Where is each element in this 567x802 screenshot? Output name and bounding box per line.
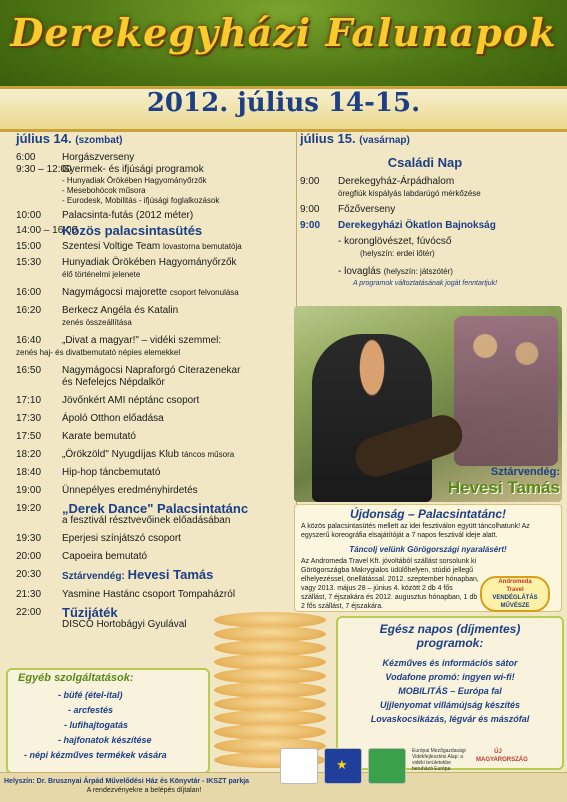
star-guest-label: Sztárvendég: [490,466,560,478]
news-dance-line: Táncolj velünk Görögországi nyaralásért! [349,545,507,554]
event-time: 16:20 [16,305,42,316]
page-title: Derekegyházi Falunapok [10,10,557,55]
services-item: - hajfonatok készítése [58,735,152,745]
eu-flag-logo [324,748,362,784]
star-guest-name: Hevesi Tamás [447,478,560,497]
schedule-row [16,533,291,545]
event-time: 17:30 [16,413,42,424]
schedule-row [16,365,291,377]
footer-location: Helyszín: Dr. Brusznyai Árpád Művelődési Ház és Könyvtár - IKSZT parkja [4,778,250,785]
event-title: Derekegyházi Ökatlon Bajnokság [338,220,496,231]
event-extra: (helyszín: játszótér) [383,267,453,276]
schedule-subitem [16,186,291,196]
schedule-row [16,395,291,407]
news-text-2: Az Andromeda Travel Kft. jóvoltából szállást sorsolunk ki Görögországba Makrygialos üdülőhelyen, stúdió jellegű elhelyezéssel, önellátással. 2012. szeptember hónapban, vagy 2013. május 28 – június 4. között 2 db 4 fős szállást, 7 éjszakára és 2012. augusztus hónapban, 1 db 2 fős szállást, 7 éjszakára. [301,558,479,610]
event-title: Nagymágocsi Napraforgó Citerazenekar [62,365,241,376]
allday-item: Ujjlenyomat villámújság készítés [379,700,521,710]
event-time: 19:00 [16,485,42,496]
schedule-subitem [300,248,550,260]
schedule-row [16,164,291,176]
logo-line: VENDÉGLÁTÁS MŰVÉSZE [492,595,538,609]
services-item: - büfé (étel-ital) [58,690,123,700]
event-time: 17:10 [16,395,42,406]
event-title: DISCO Hortobágyi Gyulával [62,619,187,630]
event-title: Horgászverseny [62,152,135,163]
event-title: Yasmine Hastánc csoport Tompaházról [62,589,236,600]
schedule-subitem [16,347,291,359]
event-title: Eperjesi színjátszó csoport [62,533,181,544]
schedule-row [300,236,550,248]
event-subtitle: - Mesebohócok műsora [62,186,146,195]
allday-programs-box [336,616,564,770]
schedule-subitem [16,377,291,389]
event-subtitle: öregfiúk kispályás labdarúgó mérkőzése [338,189,481,198]
schedule-subitem [16,269,291,281]
day2-schedule [300,155,550,287]
schedule-row [16,467,291,479]
event-title: „Derek Dance" Palacsintatánc [62,501,249,516]
allday-item: Lovaskocsikázás, légvár és mászófal [370,714,530,724]
event-title: Gyermek- és ifjúsági programok [62,164,204,175]
event-title: Közös palacsintasütés [62,223,203,238]
event-time: 19:30 [16,533,42,544]
leader-logo [368,748,406,784]
event-subtitle: a fesztivál résztvevőinek előadásában [62,515,231,526]
schedule-row [16,431,291,443]
event-title: Tűzijáték [62,605,118,620]
schedule-row [16,551,291,563]
allday-item: Vodafone promó: ingyen wi-fi! [385,672,515,682]
logo-line: Andromeda [498,579,532,585]
event-title: Hip-hop táncbemutató [62,467,161,478]
services-item: - népi kézműves termékek vására [24,750,167,760]
news-text-1: A közös palacsintasütés mellett az idei fesztiválon együtt táncolhatunk! Az egyszerű koreográfia elsajátítóját a 7 napos fesztivál ideje alatt. [301,523,530,539]
event-subtitle: zenés összeállítása [62,318,132,327]
event-time: 14:00 – 16:00 [16,225,78,236]
event-title: Hunyadiak Örökében Hagyományőrzők [62,257,237,268]
event-date: 2012. július 14-15. [146,88,421,118]
event-time: 9:30 – 12:00 [16,164,72,175]
schedule-subitem [16,515,291,527]
event-time: 22:00 [16,607,42,618]
event-time: 21:30 [16,589,42,600]
crowd-image [454,316,558,466]
services-item: - lufihajtogatás [64,720,129,730]
uj-magyarorszag-logo: ÚJ MAGYARORSZÁG [476,749,528,763]
event-title: Ápoló Otthon előadása [62,413,164,424]
schedule-subitem [16,317,291,329]
event-time: 18:20 [16,449,42,460]
event-time: 9:00 [300,220,321,231]
allday-title [338,622,562,650]
program-note: A programok változtatásának jogát fenntartjuk! [352,280,498,287]
event-time: 20:30 [16,569,42,580]
schedule-row [300,204,550,216]
day2-subtitle: Családi Nap [387,155,463,170]
schedule-row [300,220,550,232]
schedule-row [16,287,291,299]
eu-fund-text: Európai Mezőgazdasági Vidékfejlesztési Alap: a vidéki területekbe beruházó Európa [412,748,466,772]
allday-list [338,656,562,726]
event-extra: csoport felvonulása [169,288,239,297]
services-title: Egyéb szolgáltatások: [18,672,134,684]
schedule-row [16,589,291,601]
schedule-row [16,152,291,164]
event-time: 19:20 [16,503,42,514]
event-title: Palacsinta-futás (2012 méter) [62,210,194,221]
event-extra: lovastorna bemutatója [163,242,242,251]
event-title: Főzőverseny [338,204,396,215]
services-list [24,688,208,763]
news-title: Újdonság – Palacsintatánc! [349,507,507,521]
event-time: 20:00 [16,551,42,562]
event-title: „Örökzöld" Nyugdíjas Klub [62,449,179,460]
event-time: 16:40 [16,335,42,346]
event-title: Hevesi Tamás [127,567,214,582]
schedule-row [16,569,291,583]
allday-title-line: programok: [416,636,484,650]
schedule-row [16,413,291,425]
logo-line: Travel [506,587,524,593]
event-extra: táncos műsora [181,450,235,459]
event-time: 16:00 [16,287,42,298]
event-subtitle: zenés haj- és divatbemutató népies elemekkel [16,348,181,357]
event-title: Ünnepélyes eredményhirdetés [62,485,198,496]
event-time: 15:00 [16,241,42,252]
event-time: 15:30 [16,257,42,268]
event-title: Szentesi Voltige Team [62,241,161,252]
allday-title-line: Egész napos (díjmentes) [379,622,521,636]
schedule-row [16,335,291,347]
services-box [6,668,210,774]
event-title: „Divat a magyar!" – vidéki szemmel: [62,335,222,346]
allday-item: Kézműves és információs sátor [382,658,518,668]
event-title: - lovaglás [338,266,381,277]
allday-item: MOBILITÁS – Európa fal [398,686,502,696]
event-title: Berkecz Angéla és Katalin [62,305,179,316]
pancake-stack-image [214,604,326,768]
schedule-subitem [16,196,291,206]
day1-schedule [16,152,291,631]
event-time: 16:50 [16,365,42,376]
event-title: Derekegyház-Árpádhalom [338,176,455,187]
event-time: 17:50 [16,431,42,442]
sponsor-logos [280,748,528,788]
event-time: 6:00 [16,152,36,163]
schedule-row [300,176,550,188]
day1-date: július 14. [16,131,72,146]
iksztd-logo [280,748,318,784]
schedule-row [16,241,291,253]
day1-weekday: (szombat) [75,135,123,146]
event-title: - koronglövészet, fúvócső [338,236,452,247]
schedule-row [16,503,291,515]
event-subtitle: - Hunyadiak Örökében Hagyományőrzők [62,176,207,185]
schedule-row [16,305,291,317]
event-title: Nagymágocsi majorette [62,287,168,298]
schedule-row [16,257,291,269]
event-prefix: Sztárvendég: [62,571,125,582]
day2-date: július 15. [300,131,356,146]
event-time: 10:00 [16,210,42,221]
andromeda-travel-logo [480,576,550,612]
schedule-row [16,225,291,237]
schedule-row [300,266,550,278]
schedule-subitem [16,176,291,186]
services-item: - arcfestés [68,705,114,715]
event-title: Capoeira bemutató [62,551,148,562]
event-title: Jövőnkért AMI néptánc csoport [62,395,200,406]
day2-weekday: (vasárnap) [359,135,410,146]
event-time: 18:40 [16,467,42,478]
event-subtitle: élő történelmi jelenete [62,270,141,279]
footer-text [4,777,284,795]
schedule-subitem [300,188,550,200]
event-subtitle: és Nefelejcs Népdalkör [62,377,165,388]
event-title: Karate bemutató [62,431,136,442]
schedule-row [16,449,291,461]
event-time: 9:00 [300,176,320,187]
event-subtitle: - Eurodesk, Mobilitás - ifjúsági foglalkozások [62,196,220,205]
event-time: 9:00 [300,204,320,215]
schedule-row [16,210,291,222]
day2-heading [300,131,410,149]
schedule-row [16,485,291,497]
footer-entry: A rendezvényekre a belépés díjtalan! [86,787,202,794]
event-subtitle: (helyszín: erdei lőtér) [360,249,435,258]
day1-heading [16,131,123,149]
